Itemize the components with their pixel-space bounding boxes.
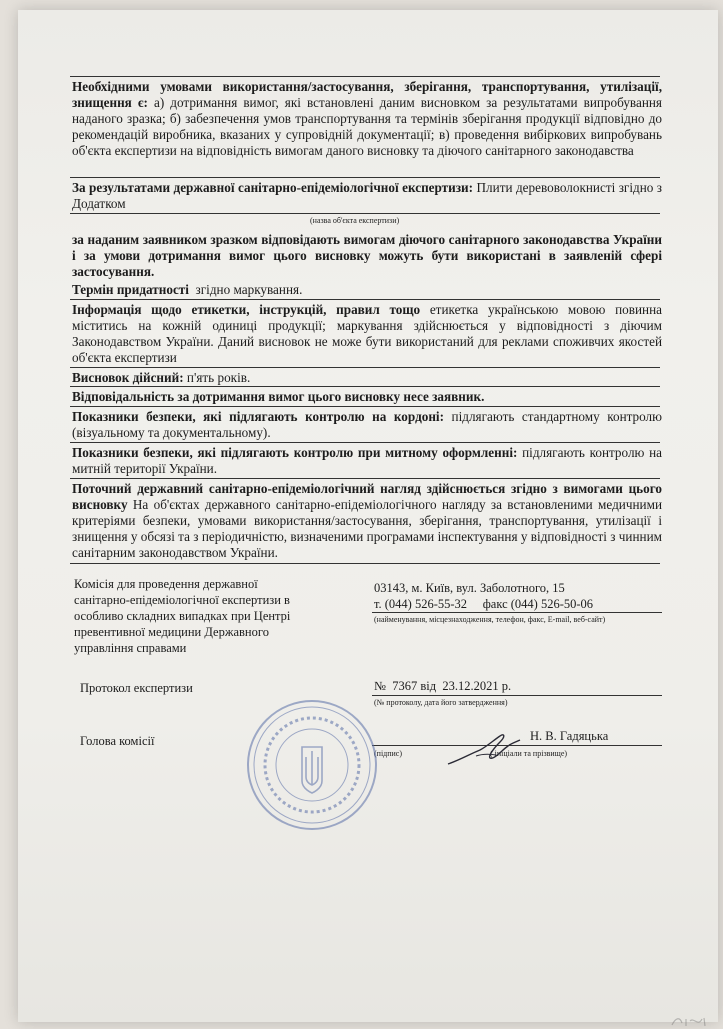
protocol-date: 23.12.2021 р.: [442, 679, 512, 693]
protocol-line: [374, 678, 511, 694]
conditions-text: а) дотримання вимог, які встановлені даним висновком за результатами випробування наданого зразка; б) забезпечення умов транспортування та термінів зберігання продукції відповідно до рекомендацій виробника, вказаних у супровідній документації; в) проведення вибіркових випробувань об'єкта експертизи на відповідність вимогам даного висновку та діючого санітарного законодавства: [72, 95, 663, 158]
rule: [70, 299, 660, 300]
shelf-life-value: згідно маркування.: [195, 282, 303, 297]
rule: [70, 406, 660, 407]
results-paragraph: [72, 180, 662, 212]
rule: [70, 177, 660, 178]
customs-text: підлягають контролю на митній території України.: [72, 445, 663, 476]
object-caption: (назва об'єкта експертизи): [310, 216, 400, 225]
name-caption: ( ініціали та прізвище): [490, 749, 568, 758]
rule: [70, 386, 660, 387]
protocol-number-sign: №: [374, 679, 386, 693]
conditions-lead: Необхідними умовами використання/застосування, зберігання, транспортування, утилізації, знищення є:: [72, 79, 662, 110]
top-rule: [70, 76, 660, 77]
object-underline: [70, 213, 660, 214]
rule: [70, 442, 660, 443]
labeling-label: Інформація щодо етикетки, інструкцій, правил тощо: [72, 302, 421, 317]
commission-address: 03143, м. Київ, вул. Заболотного, 15: [374, 581, 565, 595]
commission-fax: факс (044) 526-50-06: [482, 597, 594, 611]
commission-phone: т. (044) 526-55-32: [374, 597, 468, 611]
customs-paragraph: [72, 445, 662, 477]
supervision-text: На об'єктах державного санітарно-епідеміологічного нагляду за встановленими медичними критеріями безпеки, умовами використання/застосування, зберігання, транспортування, утилізації і знищення у обсязі та з періодичністю, визначеними програмами інспектування у відповідності з чинним санітарним законодавством України.: [72, 497, 662, 560]
corner-handwriting-icon: [670, 1013, 710, 1029]
head-label: Голова комісії: [80, 734, 155, 748]
shelf-life-label: Термін придатності: [72, 282, 189, 297]
validity-label: Висновок дійсний:: [72, 370, 184, 385]
bottom-rule: [70, 563, 660, 564]
labeling-paragraph: [72, 302, 662, 366]
results-object: Плити деревоволокнисті згідно з Додатком: [72, 180, 663, 211]
address-caption: (найменування, місцезнаходження, телефон, факс, E-mail, веб-сайт): [374, 615, 606, 624]
border-label: Показники безпеки, які підлягають контролю на кордоні:: [72, 409, 444, 424]
customs-label: Показники безпеки, які підлягають контролю при митному оформленні:: [72, 445, 518, 460]
protocol-label: Протокол експертизи: [80, 681, 193, 695]
conditions-paragraph: [72, 79, 662, 159]
commission-line: санітарно-епідеміологічної експертизи в: [74, 593, 290, 607]
commission-line: превентивної медицини Державного: [74, 625, 269, 639]
official-seal-icon: [244, 697, 380, 833]
supervision-paragraph: [72, 481, 662, 561]
commission-line: управління справами: [74, 641, 187, 655]
sign-caption: (підпис): [374, 749, 403, 758]
supervision-label: Поточний державний санітарно-епідеміологічний нагляд здійснюється згідно з вимогами цього висновку: [72, 481, 662, 512]
labeling-text: етикетка українською мовою повинна міститись на кожній одиниці продукції; маркування здійснюється у відповідності з діючим Законодавством України. Даний висновок не може бути використаний для реклами споживчих якостей об'єкта експертизи: [72, 302, 662, 365]
shelf-life-line: [72, 282, 662, 298]
protocol-caption: (№ протоколу, дата його затвердження): [374, 698, 508, 707]
border-paragraph: [72, 409, 662, 441]
protocol-date-prefix: від: [420, 679, 437, 693]
commission-line: особливо складних випадках при Центрі: [74, 609, 291, 623]
validity-line: [72, 370, 662, 386]
protocol-number: 7367: [392, 679, 418, 693]
contacts-underline: [372, 612, 662, 613]
border-text: підлягають стандартному контролю (візуальному та документальному).: [72, 409, 662, 440]
results-conclusion: за наданим заявником зразком відповідають вимогам діючого санітарного законодавства України і за умови дотримання вимог цього висновку можуть бути використані в заявленій сфері застосування.: [72, 232, 662, 279]
handwritten-signature-icon: [446, 730, 522, 772]
commission-line: Комісія для проведення державної: [74, 577, 258, 591]
results-lead: За результатами державної санітарно-епідеміологічної експертизи:: [72, 180, 474, 195]
responsibility-line: Відповідальність за дотримання вимог цього висновку несе заявник.: [72, 389, 485, 404]
validity-value: п'ять років.: [186, 370, 251, 385]
rule: [70, 478, 660, 479]
commission-contacts: [374, 596, 664, 612]
commission-name: [74, 576, 364, 656]
rule: [70, 367, 660, 368]
document-page: [18, 10, 718, 1022]
protocol-underline: [372, 695, 662, 696]
head-name: Н. В. Гадяцька: [530, 729, 609, 743]
